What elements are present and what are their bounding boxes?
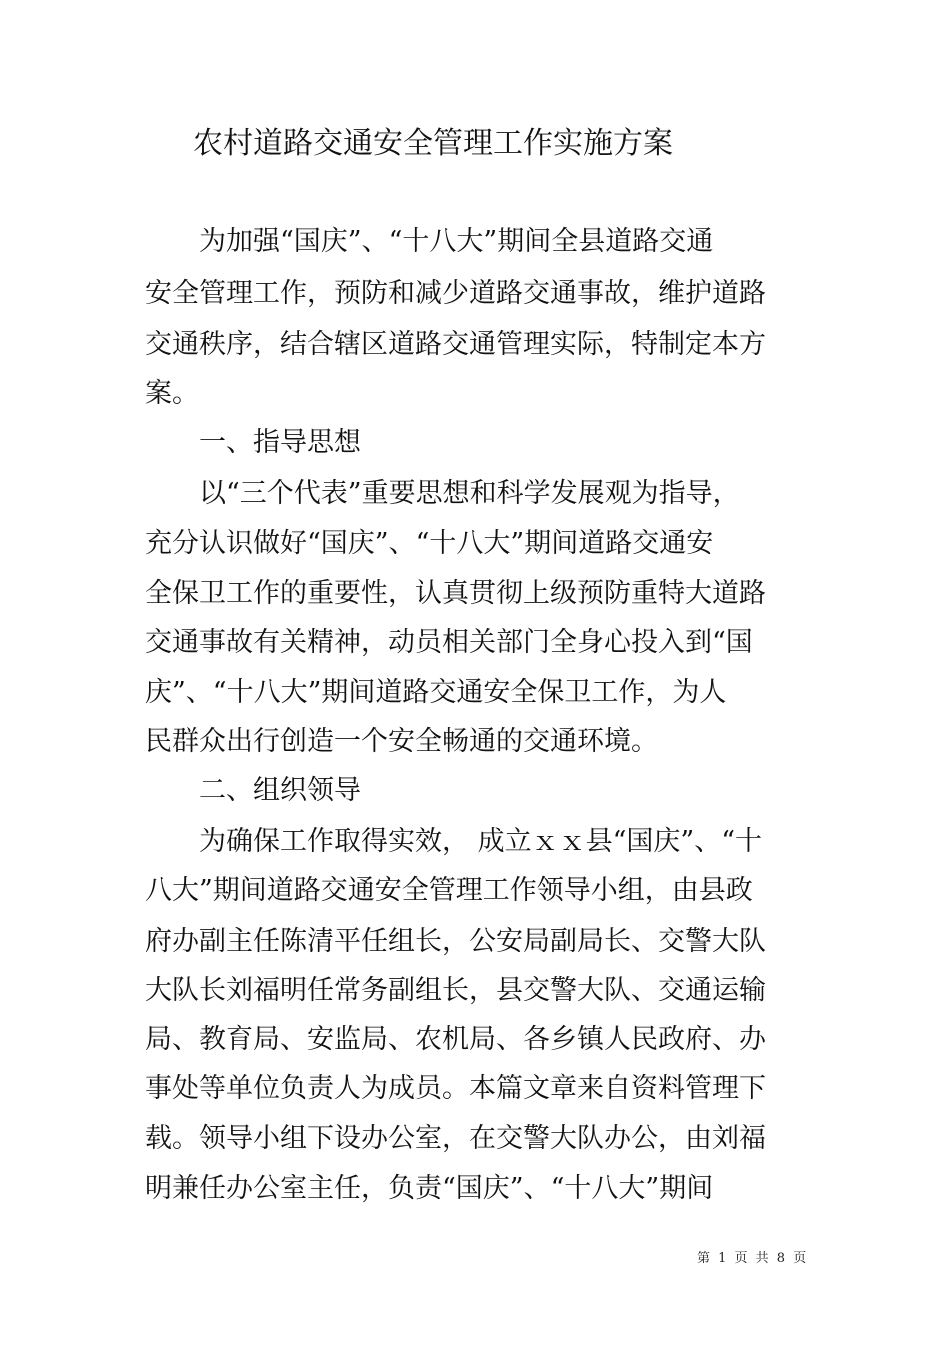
paragraph-line: 八大”期间道路交通安全管理工作领导小组，由县政 <box>145 875 753 906</box>
paragraph-line: 载。领导小组下设办公室，在交警大队办公，由刘福 <box>145 1123 766 1154</box>
paragraph-line: 庆”、“十八大”期间道路交通安全保卫工作，为人 <box>145 677 727 708</box>
paragraph-line: 大队长刘福明任常务副组长，县交警大队、交通运输 <box>145 975 766 1006</box>
paragraph-line: 府办副主任陈清平任组长，公安局副局长、交警大队 <box>145 926 766 957</box>
paragraph-line: 安全管理工作，预防和减少道路交通事故，维护道路 <box>145 278 766 309</box>
section-heading: 一、指导思想 <box>199 427 361 458</box>
paragraph-line: 以“三个代表”重要思想和科学发展观为指导， <box>199 478 740 509</box>
paragraph-line: 充分认识做好“国庆”、“十八大”期间道路交通安 <box>145 528 714 559</box>
paragraph-line: 局、教育局、安监局、农机局、各乡镇人民政府、办 <box>145 1024 766 1055</box>
paragraph-line: 为加强“国庆”、“十八大”期间全县道路交通 <box>199 226 714 257</box>
section-heading: 二、组织领导 <box>199 775 361 806</box>
paragraph-line: 交通秩序，结合辖区道路交通管理实际，特制定本方 <box>145 329 766 360</box>
paragraph-line: 民群众出行创造一个安全畅通的交通环境。 <box>145 726 658 757</box>
paragraph-line: 明兼任办公室主任，负责“国庆”、“十八大”期间 <box>145 1173 714 1204</box>
paragraph-line: 交通事故有关精神，动员相关部门全身心投入到“国 <box>145 627 753 658</box>
page-number: 第 1 页 共 8 页 <box>697 1251 809 1266</box>
paragraph-line: 全保卫工作的重要性，认真贯彻上级预防重特大道路 <box>145 578 766 609</box>
paragraph-line: 为确保工作取得实效， 成立ｘｘ县“国庆”、“十 <box>199 826 762 857</box>
paragraph-line: 事处等单位负责人为成员。本篇文章来自资料管理下 <box>145 1073 766 1104</box>
paragraph-line: 案。 <box>145 378 199 409</box>
document-title: 农村道路交通安全管理工作实施方案 <box>193 126 673 161</box>
